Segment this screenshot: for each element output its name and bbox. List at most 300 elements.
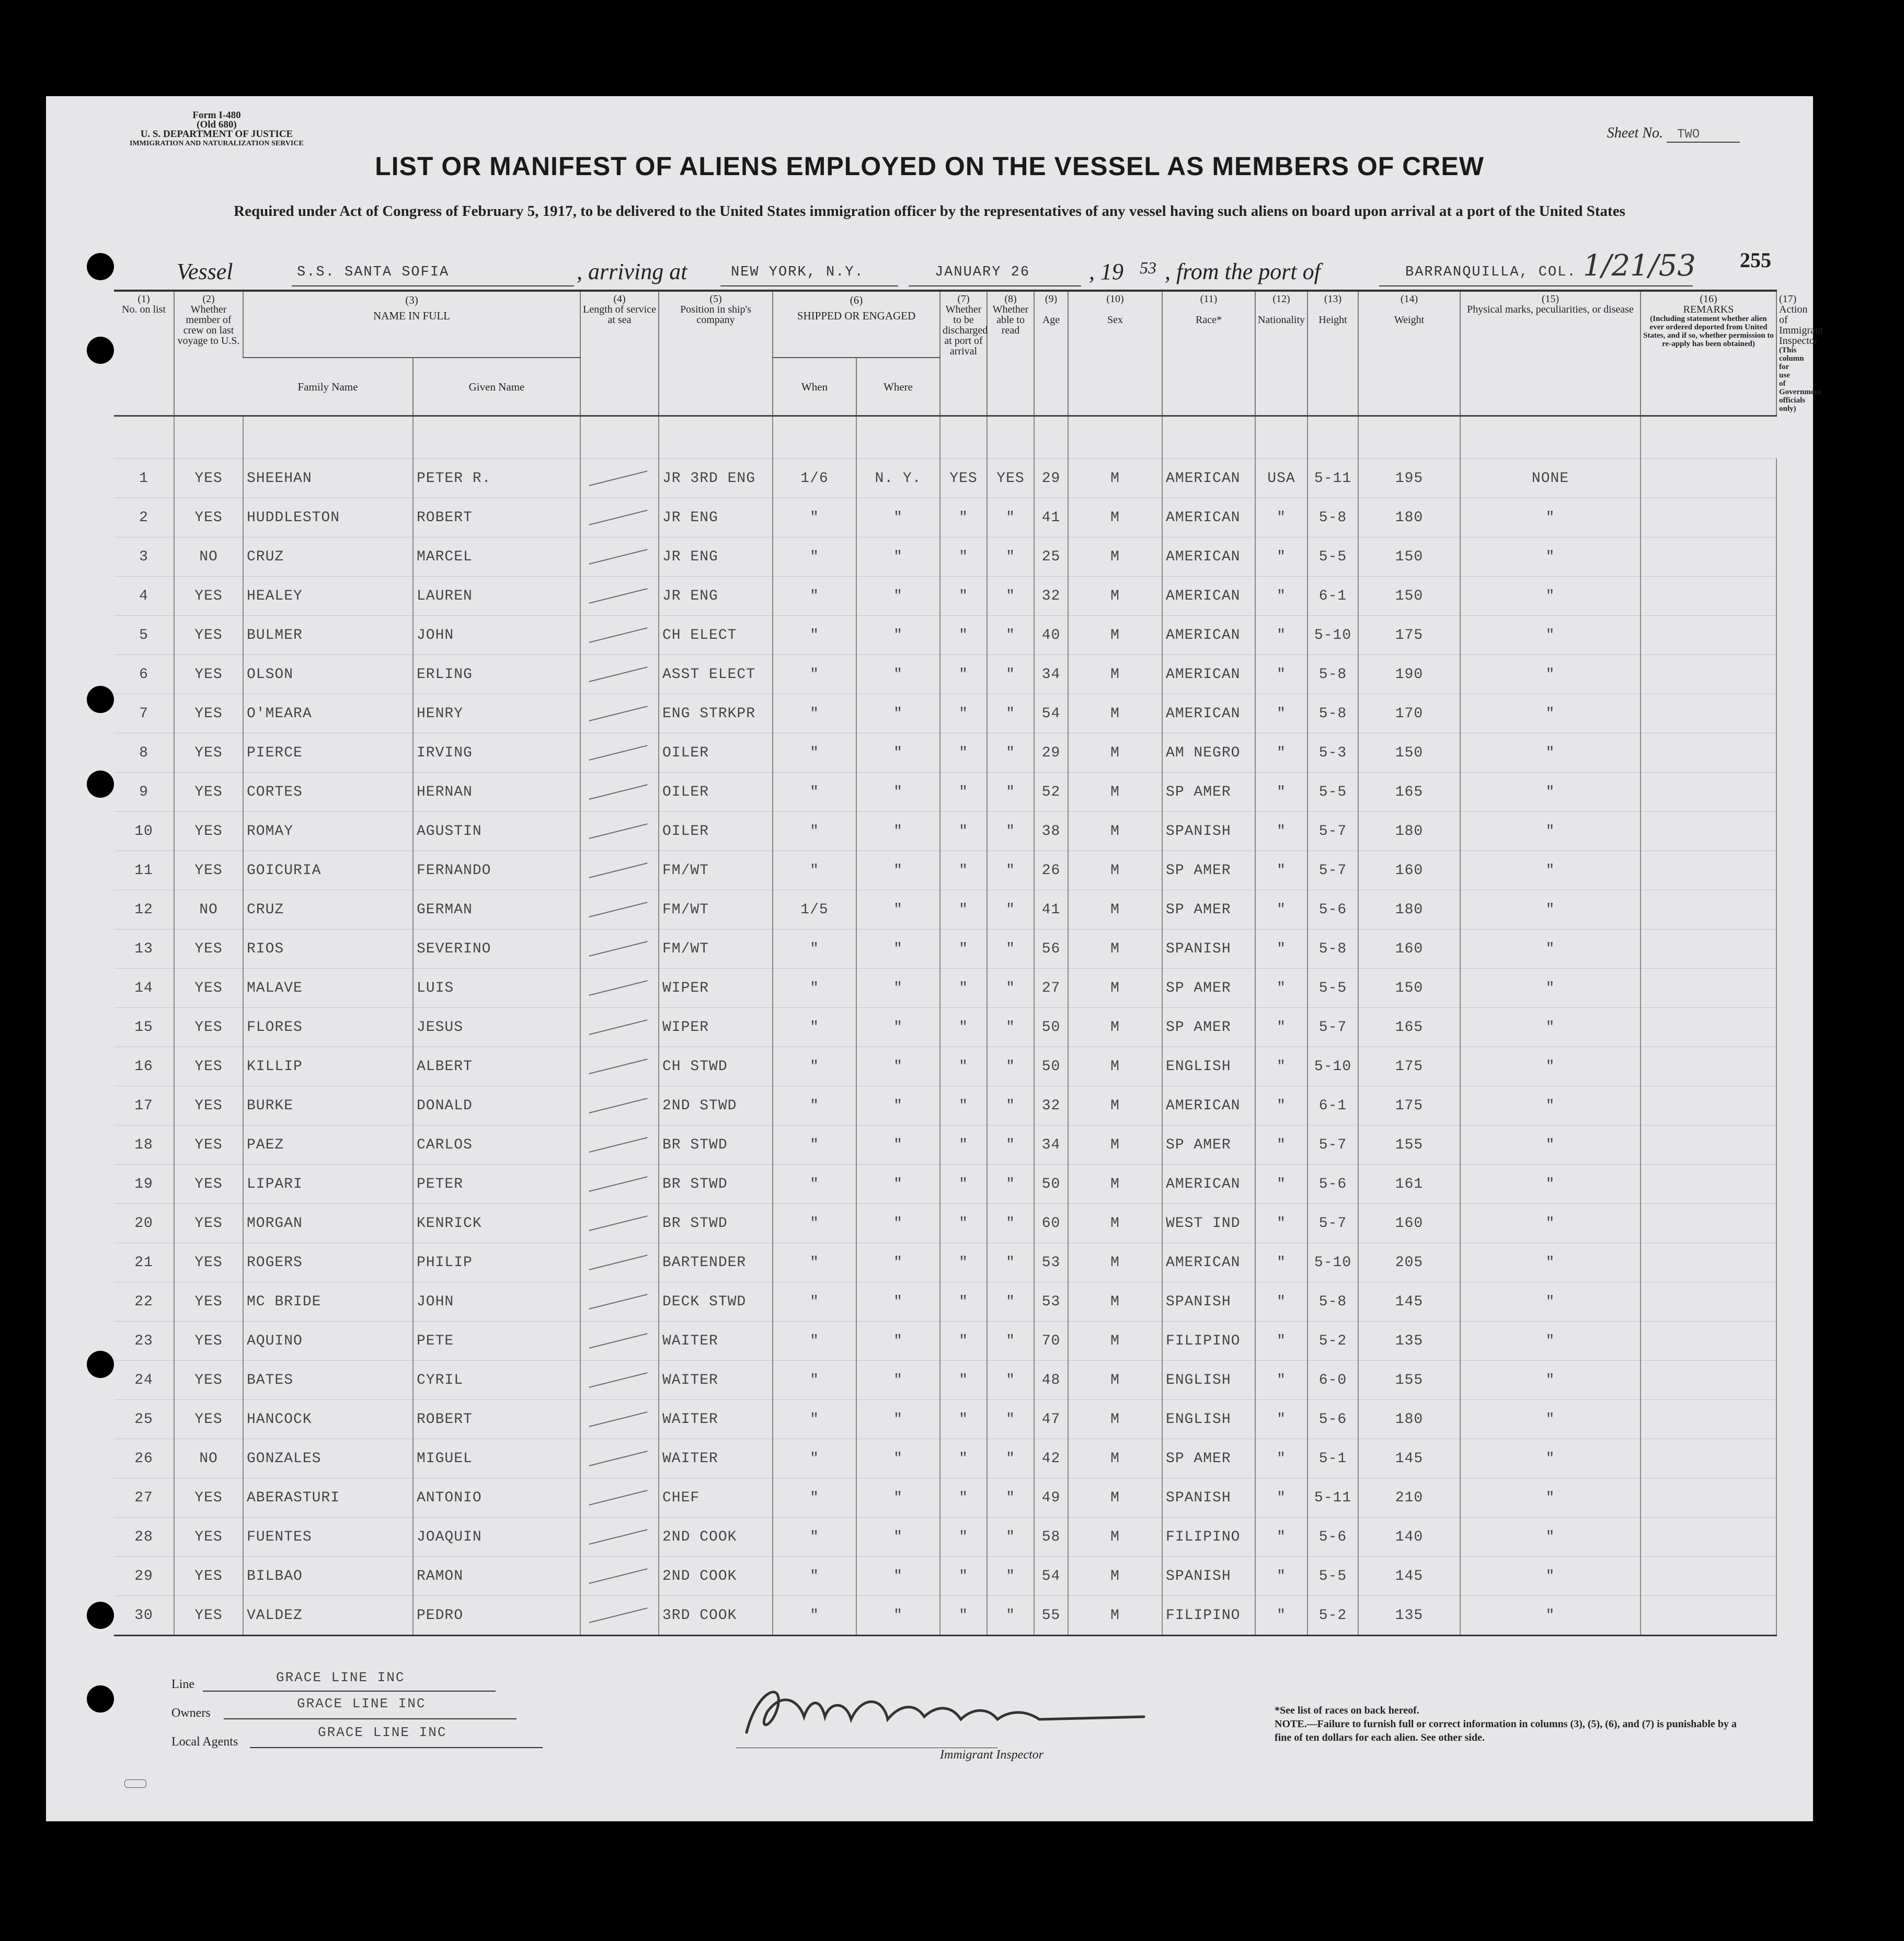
weight-cell: 155 [1358,1125,1460,1165]
vessel-label: Vessel [177,259,233,284]
able-to-read-cell: " [987,1243,1034,1282]
age-cell: 56 [1034,929,1068,969]
race-cell: SP AMER [1162,773,1255,812]
discharged-cell: " [940,1439,987,1478]
shipped-when-cell: " [773,537,856,577]
physical-marks-cell: " [1460,1008,1641,1047]
family-name-cell: O'MEARA [243,694,413,733]
remarks-cell [1641,655,1776,694]
physical-marks-cell: " [1460,1439,1641,1478]
nationality-cell: " [1255,1361,1307,1400]
pen-stroke [589,1607,647,1623]
discharged-cell: " [940,498,987,537]
weight-cell: 165 [1358,1008,1460,1047]
nationality-cell: " [1255,969,1307,1008]
age-cell: 55 [1034,1596,1068,1636]
row-number: 25 [114,1400,174,1439]
pen-stroke [589,784,647,800]
remarks-cell [1641,1165,1776,1204]
last-voyage-cell: YES [174,1518,243,1557]
discharged-cell: " [940,1361,987,1400]
given-name-cell: FERNANDO [413,851,580,890]
discharged-cell: " [940,1086,987,1125]
col-header-family-name: Family Name [243,358,413,416]
nationality-cell: " [1255,890,1307,929]
discharged-cell: " [940,1165,987,1204]
remarks-cell [1641,1557,1776,1596]
able-to-read-cell: " [987,577,1034,616]
row-number: 28 [114,1518,174,1557]
service-length-cell [580,890,659,929]
sheet-number [1607,125,1740,143]
given-name-cell: CARLOS [413,1125,580,1165]
last-voyage-cell: NO [174,537,243,577]
nationality-cell: " [1255,1125,1307,1165]
family-name-cell: HUDDLESTON [243,498,413,537]
shipped-when-cell: " [773,773,856,812]
shipped-where-cell: " [856,1439,940,1478]
given-name-cell: JESUS [413,1008,580,1047]
position-cell: OILER [659,773,773,812]
remarks-cell [1641,577,1776,616]
weight-cell: 170 [1358,694,1460,733]
age-cell: 26 [1034,851,1068,890]
family-name-cell: LIPARI [243,1165,413,1204]
weight-cell: 155 [1358,1361,1460,1400]
height-cell: 5-5 [1307,537,1358,577]
height-cell: 5-7 [1307,1125,1358,1165]
family-name-cell: CRUZ [243,537,413,577]
last-voyage-cell: YES [174,851,243,890]
table-row [114,1243,1776,1282]
nationality-cell: " [1255,1400,1307,1439]
sex-cell: M [1068,1086,1162,1125]
last-voyage-cell: YES [174,1008,243,1047]
pen-stroke [589,941,647,957]
age-cell: 42 [1034,1439,1068,1478]
discharged-cell: " [940,1596,987,1636]
shipped-when-cell: " [773,498,856,537]
table-row [114,1125,1776,1165]
pen-stroke [589,667,647,682]
agents-value: GRACE LINE INC [318,1725,447,1740]
weight-cell: 210 [1358,1478,1460,1518]
table-row [114,1165,1776,1204]
shipped-where-cell: " [856,812,940,851]
remarks-cell [1641,812,1776,851]
discharged-cell: " [940,1478,987,1518]
table-row [114,1322,1776,1361]
position-cell: ASST ELECT [659,655,773,694]
discharged-cell: " [940,851,987,890]
table-row [114,459,1776,498]
physical-marks-cell: " [1460,1557,1641,1596]
table-row [114,1518,1776,1557]
physical-marks-cell: " [1460,694,1641,733]
age-cell: 32 [1034,1086,1068,1125]
weight-cell: 180 [1358,1400,1460,1439]
height-cell: 5-6 [1307,890,1358,929]
given-name-cell: ALBERT [413,1047,580,1086]
remarks-cell [1641,537,1776,577]
shipped-where-cell: " [856,1204,940,1243]
col-header-service-length: (4) Length of service at sea [580,291,659,416]
family-name-cell: ABERASTURI [243,1478,413,1518]
height-cell: 5-5 [1307,969,1358,1008]
shipped-where-cell: " [856,1518,940,1557]
sex-cell: M [1068,1165,1162,1204]
able-to-read-cell: " [987,890,1034,929]
pen-stroke [589,980,647,996]
able-to-read-cell: " [987,1400,1034,1439]
punch-hole [87,253,114,280]
table-row [114,1400,1776,1439]
table-row [114,812,1776,851]
year-suffix: 53 [1140,258,1156,277]
shipped-where-cell: " [856,616,940,655]
sex-cell: M [1068,616,1162,655]
service-length-cell [580,1204,659,1243]
physical-marks-cell: " [1460,1243,1641,1282]
pen-stroke [589,1255,647,1270]
table-row [114,1557,1776,1596]
table-row [114,1086,1776,1125]
family-name-cell: MC BRIDE [243,1282,413,1322]
age-cell: 58 [1034,1518,1068,1557]
punch-hole [87,1685,114,1713]
owners-label: Owners [171,1706,211,1720]
age-cell: 47 [1034,1400,1068,1439]
col-header-nationality: (12) Nationality [1255,291,1307,416]
service-length-cell [580,1125,659,1165]
physical-marks-cell: " [1460,890,1641,929]
physical-marks-cell: " [1460,969,1641,1008]
family-name-cell: FLORES [243,1008,413,1047]
height-cell: 5-10 [1307,1047,1358,1086]
discharged-cell: " [940,1322,987,1361]
sex-cell: M [1068,577,1162,616]
service-length-cell [580,616,659,655]
shipped-where-cell: " [856,1282,940,1322]
able-to-read-cell: " [987,655,1034,694]
race-cell: AMERICAN [1162,1165,1255,1204]
nationality-cell: " [1255,1596,1307,1636]
race-cell: AMERICAN [1162,694,1255,733]
physical-marks-cell: " [1460,851,1641,890]
form-number: Form I-480 [192,110,241,121]
age-cell: 52 [1034,773,1068,812]
age-cell: 70 [1034,1322,1068,1361]
given-name-cell: PETER R. [413,459,580,498]
position-cell: 3RD COOK [659,1596,773,1636]
table-row [114,498,1776,537]
height-cell: 5-6 [1307,1518,1358,1557]
stamp-number: 255 [1740,248,1771,272]
remarks-cell [1641,1400,1776,1439]
physical-marks-cell: " [1460,498,1641,537]
last-voyage-cell: YES [174,1047,243,1086]
race-cell: SP AMER [1162,1008,1255,1047]
given-name-cell: HENRY [413,694,580,733]
race-cell: SP AMER [1162,851,1255,890]
sex-cell: M [1068,969,1162,1008]
nationality-cell: " [1255,733,1307,773]
row-number: 12 [114,890,174,929]
printer-mark [124,1779,146,1788]
race-cell: ENGLISH [1162,1047,1255,1086]
remarks-cell [1641,1008,1776,1047]
last-voyage-cell: YES [174,498,243,537]
given-name-cell: MIGUEL [413,1439,580,1478]
able-to-read-cell: YES [987,459,1034,498]
col-header-physical-marks: (15) Physical marks, peculiarities, or disease [1460,291,1641,416]
given-name-cell: JOHN [413,616,580,655]
able-to-read-cell: " [987,537,1034,577]
discharged-cell: " [940,1282,987,1322]
table-row [114,773,1776,812]
able-to-read-cell: " [987,773,1034,812]
row-number: 24 [114,1361,174,1400]
col-header-last-voyage: (2) Whether member of crew on last voyage to U.S. [174,291,243,416]
sex-cell: M [1068,1557,1162,1596]
last-voyage-cell: YES [174,655,243,694]
able-to-read-cell: " [987,851,1034,890]
table-row [114,733,1776,773]
given-name-cell: PHILIP [413,1243,580,1282]
service-length-cell [580,694,659,733]
given-name-cell: KENRICK [413,1204,580,1243]
race-cell: SP AMER [1162,890,1255,929]
shipped-when-cell: " [773,1322,856,1361]
weight-cell: 140 [1358,1518,1460,1557]
shipped-where-cell: " [856,929,940,969]
height-cell: 5-6 [1307,1165,1358,1204]
physical-marks-cell: " [1460,1518,1641,1557]
given-name-cell: SEVERINO [413,929,580,969]
pen-stroke [589,627,647,643]
sex-cell: M [1068,1361,1162,1400]
table-row [114,1596,1776,1636]
row-number: 29 [114,1557,174,1596]
table-row [114,537,1776,577]
height-cell: 5-8 [1307,694,1358,733]
nationality-cell: " [1255,1557,1307,1596]
last-voyage-cell: NO [174,890,243,929]
last-voyage-cell: YES [174,1165,243,1204]
pen-stroke [589,1490,647,1506]
nationality-cell: " [1255,1478,1307,1518]
family-name-cell: BILBAO [243,1557,413,1596]
department-name: U. S. DEPARTMENT OF JUSTICE [140,129,293,140]
weight-cell: 150 [1358,537,1460,577]
table-row [114,616,1776,655]
shipped-where-cell: " [856,1008,940,1047]
shipped-when-cell: " [773,851,856,890]
position-cell: BR STWD [659,1165,773,1204]
physical-marks-cell: " [1460,655,1641,694]
sex-cell: M [1068,1400,1162,1439]
sex-cell: M [1068,1243,1162,1282]
height-cell: 5-8 [1307,929,1358,969]
age-cell: 29 [1034,733,1068,773]
able-to-read-cell: " [987,1282,1034,1322]
service-length-cell [580,1596,659,1636]
shipped-where-cell: " [856,1243,940,1282]
shipped-where-cell: " [856,1047,940,1086]
pen-stroke [589,1529,647,1545]
col-header-sex: (10) Sex [1068,291,1162,416]
discharged-cell: " [940,1125,987,1165]
family-name-cell: RIOS [243,929,413,969]
able-to-read-cell: " [987,929,1034,969]
last-voyage-cell: YES [174,1322,243,1361]
height-cell: 5-7 [1307,1008,1358,1047]
remarks-cell [1641,851,1776,890]
agents-label: Local Agents [171,1735,238,1749]
row-number: 4 [114,577,174,616]
shipped-when-cell: " [773,1596,856,1636]
sex-cell: M [1068,655,1162,694]
nationality-cell: " [1255,773,1307,812]
shipped-when-cell: " [773,1204,856,1243]
discharged-cell: " [940,655,987,694]
shipped-when-cell: " [773,1008,856,1047]
shipped-when-cell: " [773,655,856,694]
weight-cell: 145 [1358,1439,1460,1478]
remarks-cell [1641,929,1776,969]
shipped-where-cell: " [856,1361,940,1400]
row-number: 8 [114,733,174,773]
age-cell: 34 [1034,1125,1068,1165]
service-length-cell [580,655,659,694]
position-cell: JR ENG [659,498,773,537]
col-header-position: (5) Position in ship's company [659,291,773,416]
service-length-cell [580,1086,659,1125]
given-name-cell: IRVING [413,733,580,773]
given-name-cell: JOHN [413,1282,580,1322]
remarks-cell [1641,969,1776,1008]
height-cell: 5-7 [1307,851,1358,890]
service-length-cell [580,1361,659,1400]
last-voyage-cell: YES [174,1557,243,1596]
sex-cell: M [1068,1008,1162,1047]
row-number: 16 [114,1047,174,1086]
service-length-cell [580,1518,659,1557]
row-number: 1 [114,459,174,498]
arrival-port: NEW YORK, N.Y. [731,265,864,280]
sex-cell: M [1068,1204,1162,1243]
page-subtitle: Required under Act of Congress of February 5, 1917, to be delivered to the United States immigration officer by the representatives of any vessel having such aliens on board upon arrival at a port of the United States [234,203,1625,220]
family-name-cell: BULMER [243,616,413,655]
pen-stroke [589,1098,647,1113]
pen-stroke [589,863,647,878]
col-header-discharged: (7) Whether to be discharged at port of arrival [940,291,987,416]
form-identifier [130,111,304,148]
height-cell: 6-0 [1307,1361,1358,1400]
shipped-when-cell: " [773,929,856,969]
pen-stroke [589,745,647,761]
age-cell: 54 [1034,694,1068,733]
remarks-cell [1641,1243,1776,1282]
service-length-cell [580,969,659,1008]
position-cell: WAITER [659,1439,773,1478]
able-to-read-cell: " [987,1596,1034,1636]
remarks-cell [1641,1047,1776,1086]
service-name: IMMIGRATION AND NATURALIZATION SERVICE [130,140,304,147]
remarks-cell [1641,1322,1776,1361]
weight-cell: 190 [1358,655,1460,694]
service-length-cell [580,1047,659,1086]
last-voyage-cell: YES [174,459,243,498]
shipped-when-cell: " [773,733,856,773]
race-cell: SP AMER [1162,969,1255,1008]
able-to-read-cell: " [987,1322,1034,1361]
owners-value: GRACE LINE INC [297,1696,426,1712]
family-name-cell: HANCOCK [243,1400,413,1439]
pen-stroke [589,1294,647,1310]
shipped-where-cell: " [856,498,940,537]
discharged-cell: " [940,773,987,812]
age-cell: 29 [1034,459,1068,498]
weight-cell: 145 [1358,1282,1460,1322]
last-voyage-cell: YES [174,733,243,773]
pen-stroke [589,706,647,721]
physical-marks-cell: " [1460,1361,1641,1400]
race-cell: SP AMER [1162,1439,1255,1478]
shipped-where-cell: " [856,1596,940,1636]
col-header-read: (8) Whether able to read [987,291,1034,416]
discharged-cell: " [940,1008,987,1047]
pen-stroke [589,1568,647,1584]
shipped-when-cell: " [773,1086,856,1125]
position-cell: WAITER [659,1322,773,1361]
shipped-where-cell: " [856,655,940,694]
pen-stroke [589,823,647,839]
last-voyage-cell: YES [174,1243,243,1282]
row-number: 13 [114,929,174,969]
arrival-date: JANUARY 26 [935,265,1030,280]
nationality-cell: " [1255,616,1307,655]
position-cell: 2ND COOK [659,1557,773,1596]
physical-marks-cell: " [1460,1282,1641,1322]
age-cell: 27 [1034,969,1068,1008]
service-length-cell [580,1478,659,1518]
shipped-when-cell: " [773,1047,856,1086]
weight-cell: 180 [1358,498,1460,537]
age-cell: 41 [1034,890,1068,929]
nationality-cell: " [1255,1243,1307,1282]
race-cell: AMERICAN [1162,577,1255,616]
row-number: 5 [114,616,174,655]
row-number: 23 [114,1322,174,1361]
last-voyage-cell: YES [174,1204,243,1243]
shipped-where-cell: N. Y. [856,459,940,498]
departure-port: BARRANQUILLA, COL. [1405,265,1577,280]
position-cell: BARTENDER [659,1243,773,1282]
physical-marks-cell: " [1460,812,1641,851]
able-to-read-cell: " [987,1518,1034,1557]
weight-cell: 150 [1358,733,1460,773]
physical-marks-cell: " [1460,1086,1641,1125]
race-cell: AMERICAN [1162,1086,1255,1125]
last-voyage-cell: YES [174,812,243,851]
discharged-cell: " [940,694,987,733]
position-cell: WIPER [659,969,773,1008]
table-row [114,851,1776,890]
age-cell: 40 [1034,616,1068,655]
pen-stroke [589,588,647,604]
race-cell: SPANISH [1162,1557,1255,1596]
